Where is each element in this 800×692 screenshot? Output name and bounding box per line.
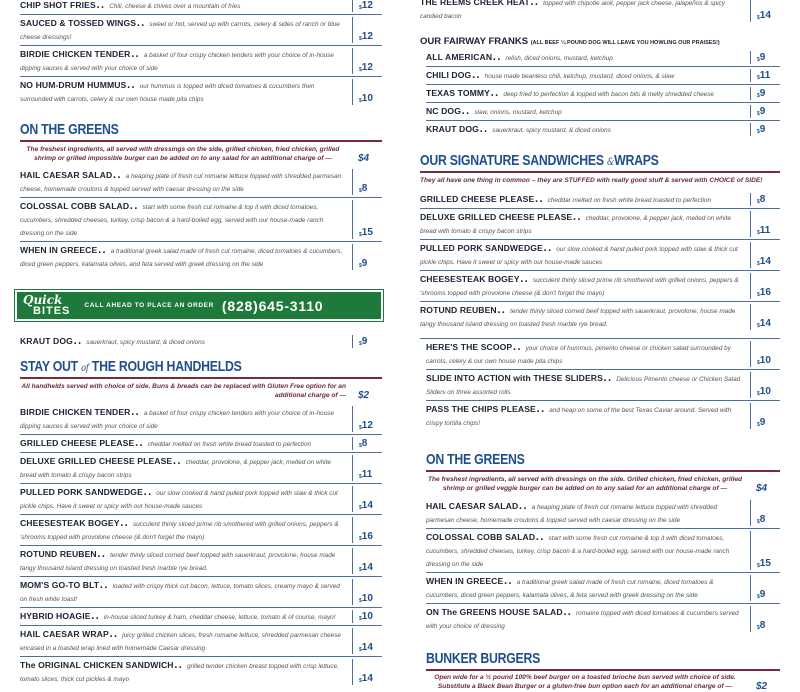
item-text: CHILI DOG.. house made beanless chili, ketchup, mustard, diced onions, & slaw: [426, 65, 675, 82]
menu-item: [20, 167, 382, 198]
item-name: The ORIGINAL CHICKEN SANDWICH: [20, 660, 174, 670]
item-text: NC DOG.. slaw, onions, mustard, ketchup: [426, 101, 562, 118]
quick-bites-banner: [15, 290, 383, 321]
item-price: $ 10: [750, 372, 780, 398]
item-name: DELUXE GRILLED CHEESE PLEASE: [20, 456, 173, 466]
section-title: ON THE GREENS: [426, 451, 525, 468]
item-name: CHEESESTEAK BOGEY: [420, 274, 520, 284]
price-value: 12: [361, 31, 373, 42]
item-text: ROTUND REUBEN.. tender thinly sliced corned beef topped with sauerkraut, provolone, house made tangy thousand island dressing on toasted fresh marble rye bread.: [20, 544, 336, 572]
item-description: juicy grilled chicken slices, fresh romaine lettuce, shredded parmesan cheese encased in a toasted wrap lined with homemade Caesar dressing: [20, 632, 341, 652]
item-text: THE REEMS CREEK HEAT.. topped with chipotle aioli, pepper jack cheese, jalapeños & spicy candied bacon: [420, 0, 750, 22]
greens-list: [20, 167, 382, 272]
burgers-section: [420, 650, 780, 691]
section-title: BUNKER BURGERS: [426, 650, 541, 667]
item-description: Delicious Pimento cheese or Chicken Salad Sliders on three assorted rolls: [426, 376, 741, 396]
item-price: $ 9: [750, 87, 780, 100]
franks-list: [420, 49, 780, 138]
item-description: topped with chipotle aioli, pepper jack cheese, jalapeños & spicy candied bacon: [420, 0, 725, 20]
item-text: The ORIGINAL CHICKEN SANDWICH.. grilled tender chicken breast topped with crisp lettuce, tomato slices, thick cut pickles & mayo: [20, 655, 339, 683]
item-name: THE REEMS CREEK HEAT: [420, 0, 530, 7]
item-description: cheddar melted on fresh white bread toasted to perfection: [147, 441, 312, 448]
item-price: $ 9: [750, 575, 780, 601]
menu-item: [426, 67, 780, 85]
price-value: 9: [759, 589, 766, 600]
menu-item: [426, 573, 780, 604]
item-name: CHILI DOG: [426, 70, 472, 80]
item-price: $ 12: [352, 406, 382, 432]
item-text: ON The GREENS HOUSE SALAD.. romaine topped with diced tomatoes & cucumbers served with your choice of dressing: [426, 602, 739, 630]
item-name: GRILLED CHEESE PLEASE: [420, 194, 535, 204]
price-value: 15: [759, 558, 771, 569]
menu-item: [20, 15, 382, 46]
price-value: 9: [361, 336, 368, 347]
phone-number[interactable]: (828)645-3110: [221, 297, 324, 314]
menu-item: [20, 0, 382, 15]
item-description: house made beanless chili, ketchup, mustard, diced onions, & slaw: [484, 73, 675, 80]
price-value: 12: [361, 62, 373, 73]
menu-item: [20, 46, 382, 77]
item-name: CHEESESTEAK BOGEY: [20, 518, 120, 528]
item-price: $ 8: [352, 169, 382, 195]
title-part: OUR FAIRWAY FRANKS: [420, 36, 529, 47]
price-value: 15: [361, 227, 373, 238]
item-text: NO HUM-DRUM HUMMUS.. our hummus is topped with diced tomatoes & cucumbers then surrounded with carrots, celery & our own house made pita chips: [20, 75, 315, 103]
item-description: relish, diced onions, mustard, ketchup: [505, 55, 613, 62]
menu-item: [20, 515, 382, 546]
price-value: 9: [759, 106, 766, 117]
menu-item: [426, 121, 780, 138]
menu-item: [20, 404, 382, 435]
price-value: 14: [361, 562, 373, 573]
item-description: a traditional greek salad made of fresh cut romaine, diced tomatoes & cucumbers, diced green peppers, kalamata olives, and feta served with greek dressing on the side: [20, 248, 343, 268]
item-description: sauerkraut, spicy mustard, & diced onions: [86, 339, 205, 346]
item-price: $ 16: [352, 517, 382, 543]
franks-section: [420, 36, 780, 138]
quick-label: Quick: [23, 293, 63, 307]
handhelds-section: [20, 358, 382, 687]
price-value: 9: [759, 52, 766, 63]
kraut-list: [20, 333, 382, 350]
price-value: 14: [361, 642, 373, 653]
price-value: 14: [759, 10, 771, 21]
right-column: [420, 0, 780, 691]
item-price: $ 14: [352, 548, 382, 574]
item-text: PULLED PORK SANDWEDGE.. our slow cooked & hand pulled pork topped with slaw & thick cut pickle chips. Have it sweet or spicy with our house-made sauces: [20, 482, 338, 510]
item-description: in-house sliced turkey & ham, cheddar cheese, lettuce, tomato & of course, mayo!: [103, 614, 336, 621]
menu-item: [420, 0, 780, 24]
menu-item: [426, 604, 780, 634]
item-price: $ 14: [352, 628, 382, 654]
item-name: BIRDIE CHICKEN TENDER: [20, 407, 131, 417]
item-text: KRAUT DOG.. sauerkraut, spicy mustard, & diced onions: [20, 331, 205, 348]
price-value: 12: [361, 420, 373, 431]
section-title: [420, 36, 780, 47]
menu-item: [426, 498, 780, 529]
item-name: HAIL CAESAR WRAP: [20, 629, 109, 639]
item-name: SAUCED & TOSSED WINGS: [20, 18, 137, 28]
divider: [20, 377, 382, 379]
menu-item: [20, 333, 382, 350]
price-value: 8: [759, 194, 766, 205]
item-price: $ 10: [352, 79, 382, 105]
price-value: 11: [759, 70, 771, 81]
item-text: GRILLED CHEESE PLEASE.. cheddar melted on fresh white bread toasted to perfection: [20, 433, 312, 450]
item-price: $ 10: [750, 341, 780, 367]
item-price: $ 12: [352, 17, 382, 43]
item-description: cheddar, provolone, & pepper jack, melted on white bread with tomato & crispy bacon strips: [20, 459, 331, 479]
section-note: The freshest ingredients, all served with dressings on the side. Grilled chicken, fried chicken, grilled shrimp or grilled veggie burger can be added on to any salad for an additional charge of — $4: [427, 476, 768, 494]
item-name: SLIDE INTO ACTION with THESE SLIDERS: [426, 373, 603, 383]
menu-item: [20, 77, 382, 107]
divider: [420, 171, 780, 173]
item-description: succulent thinly sliced prime rib smothered with grilled onions, peppers & 'shrooms topped with provolone cheese (& don't forget the mayo): [20, 521, 339, 541]
menu-item: [420, 191, 780, 209]
item-price: $ 15: [352, 200, 382, 239]
price-value: 9: [759, 417, 766, 428]
item-price: $ 12: [352, 48, 382, 74]
snacks-list: [420, 338, 780, 431]
item-text: SAUCED & TOSSED WINGS.. sweet or hot, served up with carrots, celery & sides of ranch or blue cheese dressings!: [20, 13, 340, 41]
item-price: $ 8: [750, 193, 780, 206]
item-description: grilled tender chicken breast topped with crisp lettuce, tomato slices, thick cut pickles & mayo: [20, 663, 339, 683]
item-description: deep fried to perfection & topped with bacon bits & melty shredded cheese: [503, 91, 714, 98]
divider: [20, 140, 382, 142]
item-description: and heap on some of the best Texas Caviar around. Served with crispy tortilla chips!: [426, 407, 732, 427]
item-description: sweet or hot, served up with carrots, celery & sides of ranch or blue cheese dressings!: [20, 21, 340, 41]
item-name: COLOSSAL COBB SALAD: [20, 201, 130, 211]
section-note: The freshest ingredients, all served with dressings on the side, grilled chicken, fried chicken, grilled shrimp or grilled impossible burger can be added on to any salad for an additional charge of — $4: [26, 146, 370, 164]
item-description: your choice of hummus, pimento cheese or chicken salad surrounded by carrots, celery & our own house made pita chips: [426, 345, 731, 365]
menu-item: [20, 198, 382, 242]
item-price: $ 16: [750, 273, 780, 299]
left-column: [20, 0, 382, 687]
item-text: DELUXE GRILLED CHEESE PLEASE.. cheddar, provolone, & pepper jack, melted on white bread with tomato & crispy bacon strips: [20, 451, 331, 479]
title-part: THE ROUGH HANDHELDS: [91, 358, 242, 375]
item-text: HERE'S THE SCOOP.. your choice of hummus, pimento cheese or chicken salad surrounded by carrots, celery & our own house made pita chips: [426, 337, 731, 365]
menu-item: [420, 209, 780, 240]
item-name: GRILLED CHEESE PLEASE: [20, 438, 135, 448]
handhelds-list: [20, 404, 382, 687]
item-description: slaw, onions, mustard, ketchup: [474, 109, 562, 116]
item-name: WHEN IN GREECE: [20, 245, 98, 255]
section-title: ON THE GREENS: [20, 121, 119, 138]
item-name: HYBRID HOAGIE: [20, 611, 91, 621]
section-note: All handhelds served with choice of side. Buns & breads can be replaced with Gluten Free option for an additional charge of — $2: [21, 383, 370, 401]
section-note: Open wide for a ½ pound 100% beef burger on a toasted brioche bun served with choice of side. Substitute a Black Bean Burger or a gluten-free bun option each for an additional charge of — $2: [434, 674, 768, 692]
item-price: $ 10: [352, 610, 382, 623]
title-part: &: [607, 157, 615, 168]
item-name: ROTUND REUBEN: [420, 305, 497, 315]
greens-list: [426, 498, 780, 634]
item-text: BIRDIE CHICKEN TENDER.. a basket of four crispy chicken tenders with your choice of in-house dipping sauces & served with your choice of side: [20, 402, 334, 430]
item-text: TEXAS TOMMY.. deep fried to perfection & topped with bacon bits & melty shredded cheese: [426, 83, 714, 100]
item-description: a heaping plate of fresh cut romaine lettuce topped with shredded parmesan cheese, homemade croutons & topped served with caesar dressing on the side: [426, 504, 718, 524]
item-price: $ 8: [750, 606, 780, 632]
item-description: start with some fresh cut romaine & top it with diced tomatoes, cucumbers, shredded cheeses, turkey, crisp bacon & a hard-boiled egg, served with our house-made ranch dressing on the side: [426, 535, 730, 568]
item-price: $ 9: [750, 51, 780, 64]
menu-item: [420, 271, 780, 302]
price-value: 12: [361, 0, 373, 11]
item-name: BIRDIE CHICKEN TENDER: [20, 49, 131, 59]
price-value: 8: [361, 438, 368, 449]
item-text: WHEN IN GREECE.. a traditional greek salad made of fresh cut romaine, diced tomatoes & cucumbers, diced green peppers, kalamata olives, & feta served with greek dressing on the side: [426, 571, 714, 599]
item-name: ROTUND REUBEN: [20, 549, 97, 559]
menu-item: [20, 626, 382, 657]
price-value: 16: [759, 287, 771, 298]
item-text: CHEESESTEAK BOGEY.. succulent thinly sliced prime rib smothered with grilled onions, peppers & 'shrooms topped with provolone cheese (& don't forget the mayo): [20, 513, 339, 541]
item-text: WHEN IN GREECE.. a traditional greek salad made of fresh cut romaine, diced tomatoes & cucumbers, diced green peppers, kalamata olives, and feta served with greek dressing on the side: [20, 240, 343, 268]
item-text: GRILLED CHEESE PLEASE.. cheddar melted on fresh white bread toasted to perfection: [420, 189, 712, 206]
item-name: NO HUM-DRUM HUMMUS: [20, 80, 127, 90]
item-price: $ 14: [750, 0, 780, 22]
item-text: PASS THE CHIPS PLEASE.. and heap on some of the best Texas Caviar around. Served with crispy tortilla chips!: [426, 399, 732, 427]
price-value: 10: [361, 611, 373, 622]
price-value: 9: [759, 88, 766, 99]
item-text: HAIL CAESAR SALAD.. a heaping plate of fresh cut romaine lettuce topped with shredded parmesan cheese, homemade croutons & topped served with caesar dressing on the side: [426, 496, 718, 524]
item-description: start with some fresh cut romaine & top it with diced tomatoes, cucumbers, shredded cheeses, turkey, crisp bacon & a hard-boiled egg, served with our house-made ranch dressing on the side: [20, 204, 324, 237]
item-price: $ 14: [750, 242, 780, 268]
signature-list: [420, 191, 780, 332]
item-name: TEXAS TOMMY: [426, 88, 490, 98]
menu-item: [20, 242, 382, 272]
menu-item: [420, 302, 780, 332]
price-value: 11: [759, 225, 771, 236]
price-value: 10: [759, 355, 771, 366]
title-part: STAY OUT: [20, 358, 78, 375]
item-text: PULLED PORK SANDWEDGE.. our slow cooked & hand pulled pork topped with slaw & thick cut pickle chips. Have it sweet or spicy with our house-made sauces: [420, 238, 738, 266]
item-name: PULLED PORK SANDWEDGE: [20, 487, 143, 497]
menu-item: [20, 608, 382, 626]
item-description: cheddar melted on fresh white bread toasted to perfection: [547, 197, 712, 204]
item-description: a traditional greek salad made of fresh cut romaine, diced tomatoes & cucumbers, diced green peppers, kalamata olives, & feta served with greek dressing on the side: [426, 579, 714, 599]
item-text: COLOSSAL COBB SALAD.. start with some fresh cut romaine & top it with diced tomatoes, cucumbers, shredded cheeses, turkey, crisp bacon & a hard-boiled egg, served with our house-made ranch dressing on the side: [426, 527, 730, 568]
price-value: 10: [361, 593, 373, 604]
item-price: $ 9: [352, 244, 382, 270]
price-value: 10: [759, 386, 771, 397]
menu-item: [20, 453, 382, 484]
item-price: $ 9: [750, 403, 780, 429]
item-name: KRAUT DOG: [20, 336, 73, 346]
item-name: WHEN IN GREECE: [426, 576, 504, 586]
item-description: a basket of four crispy chicken tenders with your choice of in-house dipping sauces & served with your choice of side: [20, 410, 334, 430]
item-text: HAIL CAESAR WRAP.. juicy grilled chicken slices, fresh romaine lettuce, shredded parmesan cheese encased in a toasted wrap lined with homemade Caesar dressing: [20, 624, 341, 652]
item-text: CHIP SHOT FRIES.. Chili, cheese & chives over a mountain of fries: [20, 0, 241, 12]
price-value: 10: [361, 93, 373, 104]
item-name: HERE'S THE SCOOP: [426, 342, 513, 352]
item-description: our hummus is topped with diced tomatoes & cucumbers then surrounded with carrots, celery & our own house made pita chips: [20, 83, 315, 103]
item-price: $ 11: [750, 69, 780, 82]
price-value: 14: [759, 256, 771, 267]
item-text: HAIL CAESAR SALAD.. a heaping plate of fresh cut romaine lettuce topped with shredded parmesan cheese, homemade croutons & topped served with caesar dressing on the side: [20, 165, 342, 193]
item-price: $ 9: [750, 105, 780, 118]
menu-item: [426, 401, 780, 431]
item-price: $ 11: [352, 455, 382, 481]
menu-item: [420, 240, 780, 271]
item-text: DELUXE GRILLED CHEESE PLEASE.. cheddar, provolone, & pepper jack, melted on white bread with tomato & crispy bacon strips: [420, 207, 731, 235]
section-title: [420, 152, 715, 169]
heat-list: [420, 0, 780, 24]
item-description: tender thinly sliced corned beef topped with sauerkraut, provolone, house made tangy thousand island dressing on toasted fresh marble rye bread.: [20, 552, 336, 572]
item-price: $ 10: [352, 579, 382, 605]
menu-item: [20, 435, 382, 453]
title-part: WRAPS: [614, 152, 659, 169]
item-text: ROTUND REUBEN.. tender thinly sliced corned beef topped with sauerkraut, provolone, house made tangy thousand island dressing on toasted fresh marble rye bread.: [420, 300, 736, 328]
item-text: BIRDIE CHICKEN TENDER.. a basket of four crispy chicken tenders with your choice of in-house dipping sauces & served with your choice of side: [20, 44, 334, 72]
item-text: SLIDE INTO ACTION with THESE SLIDERS.. Delicious Pimento cheese or Chicken Salad Sliders on three assorted rolls: [426, 368, 741, 396]
price-value: 14: [361, 500, 373, 511]
title-part: of: [81, 363, 89, 374]
item-name: MOM'S GO-TO BLT: [20, 580, 100, 590]
item-price: $ 15: [750, 531, 780, 570]
menu-item: [426, 529, 780, 573]
price-value: 16: [361, 531, 373, 542]
item-text: MOM'S GO-TO BLT.. loaded with crispy thick cut bacon, lettuce, tomato slices, creamy mayo & served on fresh white toast!: [20, 575, 340, 603]
item-price: $ 14: [352, 659, 382, 685]
greens-section: [20, 121, 382, 272]
item-description: loaded with crispy thick cut bacon, lettuce, tomato slices, creamy mayo & served on fresh white toast!: [20, 583, 340, 603]
item-price: $ 14: [750, 304, 780, 330]
item-price: $ 9: [352, 335, 382, 348]
item-description: sauerkraut, spicy mustard, & diced onions: [492, 127, 611, 134]
greens-section-right: [420, 451, 780, 634]
title-part: OUR SIGNATURE SANDWICHES: [420, 152, 604, 169]
menu-item: [426, 339, 780, 370]
menu-item: [20, 577, 382, 608]
item-name: COLOSSAL COBB SALAD: [426, 532, 536, 542]
bites-label: BITES: [33, 305, 71, 317]
item-price: $ 14: [352, 486, 382, 512]
item-text: KRAUT DOG.. sauerkraut, spicy mustard, & diced onions: [426, 119, 611, 136]
item-name: PASS THE CHIPS PLEASE: [426, 404, 536, 414]
item-description: a basket of four crispy chicken tenders with your choice of in-house dipping sauces & served with your choice of side: [20, 52, 334, 72]
item-name: KRAUT DOG: [426, 124, 479, 134]
section-note: They all have one thing in common – they are STUFFED with really good stuff & served with CHOICE of SIDE!: [420, 177, 763, 184]
item-price: $ 8: [352, 437, 382, 450]
menu-item: [20, 657, 382, 687]
signature-section: [420, 152, 780, 332]
appetizers-list: [20, 0, 382, 107]
title-subtitle: (ALL BEEF ¼ POUND DOG WILL LEAVE YOU HOWLING OUR PRAISES!): [530, 40, 720, 46]
item-text: ALL AMERICAN.. relish, diced onions, mustard, ketchup: [426, 47, 613, 64]
item-description: a heaping plate of fresh cut romaine lettuce topped with shredded parmesan cheese, homemade croutons & topped served with caesar dressing on the side: [20, 173, 342, 193]
item-name: DELUXE GRILLED CHEESE PLEASE: [420, 212, 573, 222]
price-value: 8: [759, 620, 766, 631]
item-description: Chili, cheese & chives over a mountain of fries: [109, 3, 241, 10]
item-price: $ 9: [750, 123, 780, 136]
item-name: ALL AMERICAN: [426, 52, 493, 62]
price-value: 8: [759, 514, 766, 525]
divider: [426, 470, 780, 472]
item-name: HAIL CAESAR SALAD: [20, 170, 113, 180]
menu-item: [426, 370, 780, 401]
divider: [426, 669, 780, 671]
menu-item: [426, 85, 780, 103]
menu-item: [20, 546, 382, 577]
item-name: CHIP SHOT FRIES: [20, 0, 96, 10]
item-description: succulent thinly sliced prime rib smothered with grilled onions, peppers & 'shrooms topped with provolone cheese (& don't forget the mayo): [420, 277, 739, 297]
price-value: 9: [759, 124, 766, 135]
item-price: $ 12: [352, 0, 382, 12]
item-price: $ 11: [750, 211, 780, 237]
price-value: 14: [759, 318, 771, 329]
quick-bites-logo: [23, 294, 70, 317]
item-text: COLOSSAL COBB SALAD.. start with some fresh cut romaine & top it with diced tomatoes, cucumbers, shredded cheeses, turkey, crisp bacon & a hard-boiled egg, served with our house-made ranch dressing on the side: [20, 196, 324, 237]
item-text: CHEESESTEAK BOGEY.. succulent thinly sliced prime rib smothered with grilled onions, peppers & 'shrooms topped with provolone cheese (& don't forget the mayo): [420, 269, 739, 297]
item-description: our slow cooked & hand pulled pork topped with slaw & thick cut pickle chips. Have it sweet or spicy with our house-made sauces: [420, 246, 738, 266]
item-name: NC DOG: [426, 106, 461, 116]
call-ahead-text: CALL AHEAD TO PLACE AN ORDER: [84, 302, 214, 309]
price-value: 9: [361, 258, 368, 269]
price-value: 14: [361, 673, 373, 684]
item-name: PULLED PORK SANDWEDGE: [420, 243, 543, 253]
section-title: [20, 358, 317, 375]
item-description: our slow cooked & hand pulled pork topped with slaw & thick cut pickle chips. Have it sweet or spicy with our house-made sauces: [20, 490, 338, 510]
item-price: $ 8: [750, 500, 780, 526]
price-value: 11: [361, 469, 373, 480]
item-description: romaine topped with diced tomatoes & cucumbers served with your choice of dressing: [426, 610, 739, 630]
item-name: ON The GREENS HOUSE SALAD: [426, 607, 563, 617]
item-description: cheddar, provolone, & pepper jack, melted on white bread with tomato & crispy bacon strips: [420, 215, 731, 235]
menu-item: [20, 484, 382, 515]
item-description: tender thinly sliced corned beef topped with sauerkraut, provolone, house made tangy thousand island dressing on toasted fresh marble rye bread.: [420, 308, 736, 328]
item-name: HAIL CAESAR SALAD: [426, 501, 519, 511]
price-value: 8: [361, 183, 368, 194]
item-text: HYBRID HOAGIE.. in-house sliced turkey & ham, cheddar cheese, lettuce, tomato & of course, mayo!: [20, 606, 336, 623]
